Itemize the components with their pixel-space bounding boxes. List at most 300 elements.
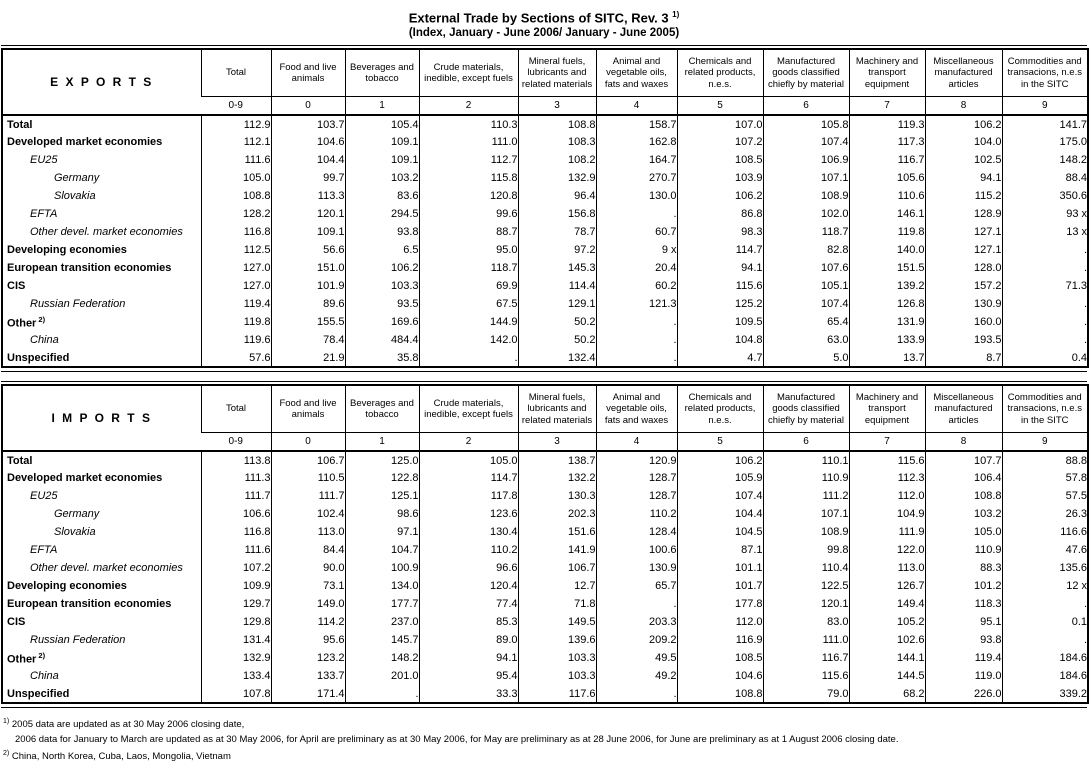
data-cell: 93.8 [345,223,419,241]
table-row [2,451,1088,469]
data-cell: 47.6 [1002,541,1088,559]
data-cell: 107.1 [763,505,849,523]
row-label-text: EU25 [30,154,58,167]
data-cell: 112.1 [201,133,271,151]
column-header-0-9: Total [201,385,271,432]
data-cell: 120.4 [419,577,518,595]
table-row [2,541,1088,559]
data-cell: 120.1 [271,205,345,223]
row-label [2,469,201,487]
data-cell: 294.5 [345,205,419,223]
data-cell: 130.9 [596,559,677,577]
column-header-4: Animal and vegetable oils, fats and waxes [596,49,677,96]
data-cell: . [596,205,677,223]
data-cell: 69.9 [419,277,518,295]
column-code-8: 8 [925,96,1002,115]
data-cell: 140.0 [849,241,925,259]
data-cell: 9 x [596,241,677,259]
row-label-text: EU25 [30,490,58,503]
row-label [2,613,201,631]
data-cell: 110.5 [271,469,345,487]
data-cell: 113.3 [271,187,345,205]
data-cell: 129.7 [201,595,271,613]
data-cell: 209.2 [596,631,677,649]
data-cell: 77.4 [419,595,518,613]
data-cell: 63.0 [763,331,849,349]
column-code-5: 5 [677,432,763,451]
data-cell: 202.3 [518,505,596,523]
column-header-8: Miscellaneous manufactured articles [925,49,1002,96]
data-cell: 110.9 [763,469,849,487]
data-cell: 111.2 [763,487,849,505]
data-cell: . [1002,295,1088,313]
data-cell: 111.7 [201,487,271,505]
table-row [2,595,1088,613]
footnote-text: China, North Korea, Cuba, Laos, Mongolia, Vietnam [11,751,231,763]
data-cell: 149.4 [849,595,925,613]
data-cell: 142.0 [419,331,518,349]
data-cell: 132.9 [518,169,596,187]
data-cell: 88.3 [925,559,1002,577]
table-row [2,631,1088,649]
data-cell: 100.6 [596,541,677,559]
data-cell: 115.6 [677,277,763,295]
data-cell: 115.6 [763,667,849,685]
footnote-line [3,733,1088,748]
row-label-text: EFTA [30,208,58,221]
data-cell: 157.2 [925,277,1002,295]
row-label [2,451,201,469]
data-cell: 123.6 [419,505,518,523]
data-cell: . [1002,595,1088,613]
table-row [2,115,1088,133]
data-cell: 162.8 [596,133,677,151]
exports-table-frame [1,45,1087,372]
title-footnote-marker: 1) [672,10,680,19]
data-cell: 132.9 [201,649,271,667]
data-cell: 116.8 [201,523,271,541]
data-cell: 119.0 [925,667,1002,685]
data-cell: 119.4 [201,295,271,313]
data-cell: 95.0 [419,241,518,259]
row-label-text: European transition economies [7,598,172,611]
data-cell: 71.8 [518,595,596,613]
row-label-text: Other [7,317,37,330]
data-cell: 95.4 [419,667,518,685]
data-cell: 105.6 [849,169,925,187]
data-cell: 119.8 [201,313,271,331]
footnote-text: 2006 data for January to March are updated as at 30 May 2006, for April are preliminary as at 30 May 2006, for May are preliminary as at 28 June 2006, for June are preliminary as at 1 August 2006 closing date. [15,733,899,745]
data-cell: 111.6 [201,541,271,559]
data-cell: 108.2 [518,151,596,169]
data-cell: 122.8 [345,469,419,487]
row-label [2,685,201,703]
data-cell: 111.0 [763,631,849,649]
row-label-text: European transition economies [7,262,172,275]
data-cell: 114.7 [677,241,763,259]
table-row [2,649,1088,667]
data-cell: 116.7 [849,151,925,169]
table-row [2,523,1088,541]
data-cell: 107.4 [763,295,849,313]
data-cell: 0.4 [1002,349,1088,367]
data-cell: 151.0 [271,259,345,277]
data-cell: 104.4 [271,151,345,169]
column-code-6: 6 [763,96,849,115]
data-cell: 93 x [1002,205,1088,223]
footnote-marker: 1) [3,718,10,726]
row-label-text: Other devel. market economies [30,226,183,239]
data-cell: 122.5 [763,577,849,595]
table-row [2,349,1088,367]
footnote-line [3,747,1088,765]
data-cell: 78.7 [518,223,596,241]
data-cell: 105.0 [419,451,518,469]
data-cell: 49.5 [596,649,677,667]
data-cell: 6.5 [345,241,419,259]
row-label-text: Total [7,118,33,131]
table-row [2,151,1088,169]
row-label-text: Russian Federation [30,298,126,311]
row-label-text: Slovakia [54,190,96,203]
table-row [2,169,1088,187]
data-cell: 100.9 [345,559,419,577]
data-cell: 112.5 [201,241,271,259]
data-cell: 118.7 [419,259,518,277]
row-label-text: Unspecified [7,687,70,700]
title-block [0,0,1088,40]
table-row [2,505,1088,523]
data-cell: 99.8 [763,541,849,559]
data-cell: 127.0 [201,259,271,277]
data-cell: 148.2 [345,649,419,667]
column-code-3: 3 [518,96,596,115]
data-cell: 111.7 [271,487,345,505]
data-cell: 50.2 [518,313,596,331]
data-cell: 110.2 [596,505,677,523]
data-cell: 83.0 [763,613,849,631]
data-cell: 107.2 [677,133,763,151]
data-cell: . [1002,631,1088,649]
footnotes [0,715,1088,765]
data-cell: 60.7 [596,223,677,241]
data-cell: . [596,595,677,613]
row-label [2,331,201,349]
data-cell: 26.3 [1002,505,1088,523]
data-cell: 104.0 [925,133,1002,151]
row-label-text: China [30,670,59,683]
data-cell: 109.1 [345,151,419,169]
data-cell: 108.8 [677,685,763,703]
row-label [2,649,201,667]
data-cell: 105.0 [925,523,1002,541]
data-cell: 148.2 [1002,151,1088,169]
column-header-8: Miscellaneous manufactured articles [925,385,1002,432]
column-header-0: Food and live animals [271,385,345,432]
table-row [2,313,1088,331]
data-cell: 138.7 [518,451,596,469]
data-cell: 114.7 [419,469,518,487]
data-cell: 123.2 [271,649,345,667]
data-cell: 102.5 [925,151,1002,169]
exports-table [1,48,1089,368]
data-cell: 184.6 [1002,649,1088,667]
table-row [2,133,1088,151]
column-header-0: Food and live animals [271,49,345,96]
data-cell: 107.4 [763,133,849,151]
row-label [2,523,201,541]
data-cell: 13 x [1002,223,1088,241]
data-cell: 108.8 [201,187,271,205]
data-cell: 89.6 [271,295,345,313]
data-cell: 12.7 [518,577,596,595]
column-header-6: Manufactured goods classified chiefly by material [763,49,849,96]
data-cell: 114.4 [518,277,596,295]
data-cell: 169.6 [345,313,419,331]
data-cell: 105.9 [677,469,763,487]
data-cell: 106.7 [518,559,596,577]
exports-section-label: E X P O R T S [2,49,201,115]
column-code-0-9: 0-9 [201,432,271,451]
data-cell: 120.9 [596,451,677,469]
data-cell: 128.2 [201,205,271,223]
row-label [2,259,201,277]
data-cell: 130.0 [596,187,677,205]
data-cell: 116.6 [1002,523,1088,541]
data-cell: 65.7 [596,577,677,595]
column-header-6: Manufactured goods classified chiefly by material [763,385,849,432]
row-label [2,487,201,505]
data-cell: 79.0 [763,685,849,703]
row-label [2,187,201,205]
data-cell: 87.1 [677,541,763,559]
data-cell: 105.8 [763,115,849,133]
data-cell: 160.0 [925,313,1002,331]
data-cell: 115.8 [419,169,518,187]
column-header-3: Mineral fuels, lubricants and related materials [518,385,596,432]
data-cell: 103.7 [271,115,345,133]
data-cell: 130.4 [419,523,518,541]
data-cell: 144.1 [849,649,925,667]
row-label-text: Slovakia [54,526,96,539]
data-cell: 149.0 [271,595,345,613]
column-code-5: 5 [677,96,763,115]
data-cell: 127.1 [925,241,1002,259]
data-cell: 0.1 [1002,613,1088,631]
data-cell: 119.3 [849,115,925,133]
column-code-4: 4 [596,432,677,451]
data-cell: 95.6 [271,631,345,649]
table-row [2,487,1088,505]
data-cell: 127.1 [925,223,1002,241]
data-cell: 112.9 [201,115,271,133]
data-cell: 95.1 [925,613,1002,631]
data-cell: 226.0 [925,685,1002,703]
column-code-0: 0 [271,96,345,115]
row-label [2,541,201,559]
data-cell: 133.7 [271,667,345,685]
footnote-marker: 2) [3,750,10,758]
data-cell: 158.7 [596,115,677,133]
column-code-9: 9 [1002,432,1088,451]
page-title-text: External Trade by Sections of SITC, Rev. 3 [408,10,669,26]
data-cell: 105.2 [849,613,925,631]
data-cell: 139.6 [518,631,596,649]
data-cell: 68.2 [849,685,925,703]
data-cell: 149.5 [518,613,596,631]
data-cell: 106.2 [677,187,763,205]
column-header-4: Animal and vegetable oils, fats and waxes [596,385,677,432]
data-cell: 110.3 [419,115,518,133]
data-cell: 108.5 [677,151,763,169]
data-cell: 57.5 [1002,487,1088,505]
imports-table-frame [1,381,1087,708]
data-cell: 125.1 [345,487,419,505]
row-label [2,205,201,223]
data-cell: 93.8 [925,631,1002,649]
data-cell: 96.6 [419,559,518,577]
data-cell: 82.8 [763,241,849,259]
data-cell: 93.5 [345,295,419,313]
data-cell: 151.5 [849,259,925,277]
data-cell: 108.8 [925,487,1002,505]
table-row [2,223,1088,241]
row-label [2,223,201,241]
data-cell: 164.7 [596,151,677,169]
data-cell: 102.0 [763,205,849,223]
data-cell: 133.4 [201,667,271,685]
data-cell: 117.3 [849,133,925,151]
column-code-1: 1 [345,432,419,451]
data-cell: 203.3 [596,613,677,631]
data-cell: 96.4 [518,187,596,205]
data-cell: 103.3 [345,277,419,295]
row-label [2,169,201,187]
data-cell: 130.3 [518,487,596,505]
column-code-4: 4 [596,96,677,115]
data-cell: 129.1 [518,295,596,313]
data-cell: 110.1 [763,451,849,469]
data-cell: 113.0 [271,523,345,541]
data-cell: 120.8 [419,187,518,205]
data-cell: 85.3 [419,613,518,631]
row-label [2,313,201,331]
table-row [2,205,1088,223]
data-cell: 105.1 [763,277,849,295]
column-header-9: Commodities and transacions, n.e.s in the SITC [1002,49,1088,96]
table-row [2,613,1088,631]
data-cell: 237.0 [345,613,419,631]
data-cell: 119.4 [925,649,1002,667]
data-cell: 104.6 [271,133,345,151]
data-cell: 107.1 [763,169,849,187]
data-cell: 60.2 [596,277,677,295]
row-label-text: Germany [54,172,100,185]
data-cell: 103.2 [925,505,1002,523]
data-cell: 117.8 [419,487,518,505]
data-cell: 33.3 [419,685,518,703]
row-label-text: EFTA [30,544,58,557]
data-cell: 65.4 [763,313,849,331]
column-header-2: Crude materials, inedible, except fuels [419,385,518,432]
data-cell: . [596,349,677,367]
column-header-1: Beverages and tobacco [345,49,419,96]
row-footnote-marker: 2) [36,315,46,324]
data-cell: 134.0 [345,577,419,595]
data-cell: 119.8 [849,223,925,241]
table-row [2,277,1088,295]
data-cell: 106.6 [201,505,271,523]
data-cell: 201.0 [345,667,419,685]
data-cell: 12 x [1002,577,1088,595]
data-cell: . [596,685,677,703]
data-cell: 107.2 [201,559,271,577]
data-cell: 90.0 [271,559,345,577]
row-label-text: China [30,334,59,347]
data-cell: 125.2 [677,295,763,313]
data-cell: 84.4 [271,541,345,559]
data-cell: 104.7 [345,541,419,559]
column-header-7: Machinery and transport equipment [849,49,925,96]
column-code-2: 2 [419,96,518,115]
data-cell: 111.3 [201,469,271,487]
data-cell: 88.4 [1002,169,1088,187]
data-cell: 57.6 [201,349,271,367]
data-cell: 122.0 [849,541,925,559]
row-label-text: Unspecified [7,351,70,364]
data-cell: 83.6 [345,187,419,205]
row-label [2,559,201,577]
data-cell: 339.2 [1002,685,1088,703]
data-cell: 101.9 [271,277,345,295]
data-cell: 88.8 [1002,451,1088,469]
data-cell: 115.6 [849,451,925,469]
data-cell: 104.5 [677,523,763,541]
data-cell: 20.4 [596,259,677,277]
data-cell: 177.8 [677,595,763,613]
data-cell: 89.0 [419,631,518,649]
row-label [2,277,201,295]
data-cell: 98.6 [345,505,419,523]
data-cell: 126.8 [849,295,925,313]
data-cell: 131.9 [849,313,925,331]
data-cell: 116.9 [677,631,763,649]
data-cell: 175.0 [1002,133,1088,151]
column-code-7: 7 [849,432,925,451]
data-cell: 111.9 [849,523,925,541]
data-cell: 109.1 [271,223,345,241]
column-code-9: 9 [1002,96,1088,115]
data-cell: . [419,349,518,367]
data-cell: 119.6 [201,331,271,349]
data-cell: 131.4 [201,631,271,649]
data-cell: 101.2 [925,577,1002,595]
data-cell: 108.5 [677,649,763,667]
data-cell: 56.6 [271,241,345,259]
data-cell: 118.7 [763,223,849,241]
data-cell: 350.6 [1002,187,1088,205]
row-label-text: Total [7,454,33,467]
row-label [2,151,201,169]
data-cell: 120.1 [763,595,849,613]
column-header-5: Chemicals and related products, n.e.s. [677,385,763,432]
data-cell: 114.2 [271,613,345,631]
data-cell: 146.1 [849,205,925,223]
row-label [2,295,201,313]
data-cell: 111.0 [419,133,518,151]
data-cell: 126.7 [849,577,925,595]
data-cell: . [1002,259,1088,277]
